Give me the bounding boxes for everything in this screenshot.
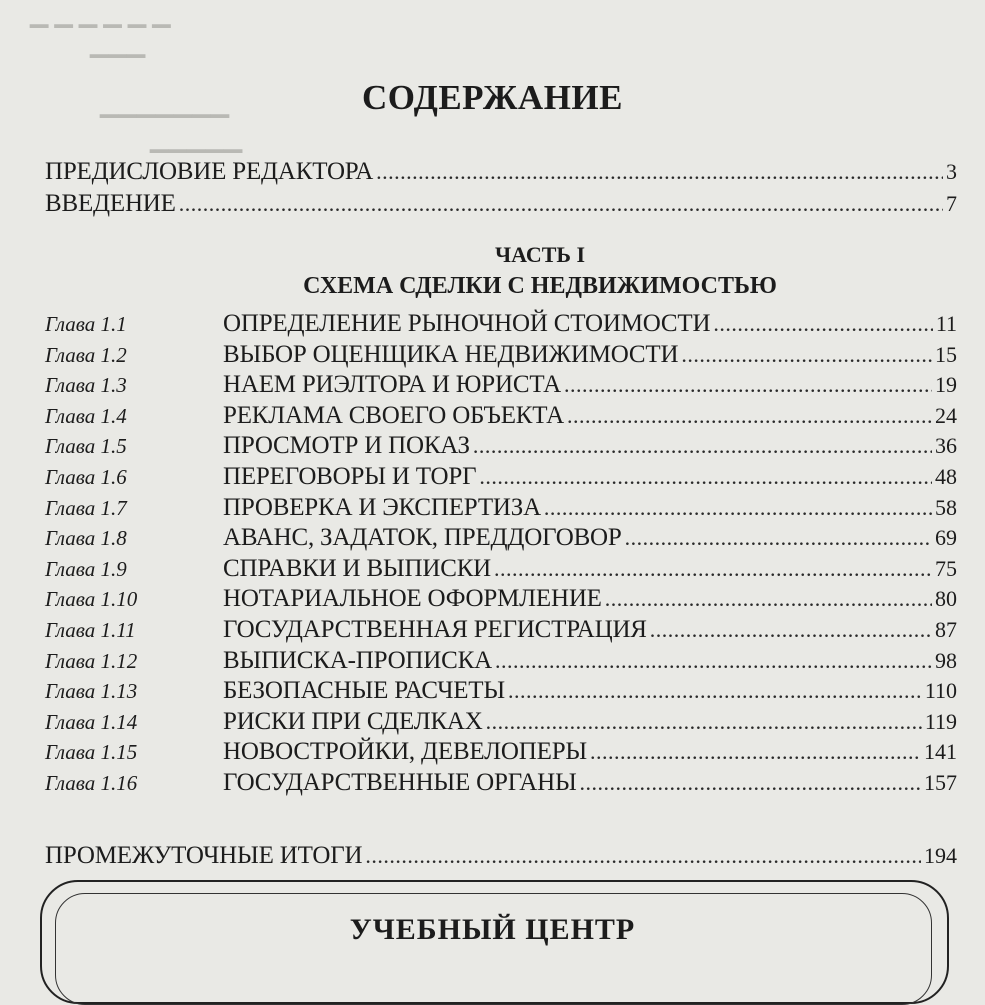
page-title: СОДЕРЖАНИЕ [361,78,623,117]
page-number: 75 [935,555,957,581]
chapter-title: НОТАРИАЛЬНОЕ ОФОРМЛЕНИЕ [223,585,602,613]
dot-leader [580,770,921,796]
chapter-number: Глава 1.9 [45,556,127,581]
toc-page: ▁ ▁ ▁ ▁ ▁ ▁ ▁▁▁ ▁▁▁▁▁▁▁ ▁▁▁▁▁ СОДЕРЖАНИЕ ПРЕДИСЛОВИЕ РЕДАКТОРА ..... 3 ВВЕДЕНИЕ ..... 7 ЧАСТЬ I СХЕМА СДЕЛКИ С НЕДВИЖИМОСТЬЮ Глава 1.1 ОПРЕДЕЛЕНИЕ РЫНОЧНОЙ СТОИМОСТИ ..... 11 Глава 1.2 ВЫБОР ОЦЕНЩИКА НЕДВИЖИМОСТИ ..... 15 Глава 1.3 НАЕМ РИЭЛТОРА И ЮРИСТА ..... 19 Глава 1.4 РЕКЛАМА СВОЕГО ОБЪЕКТА ..... 24 Глава 1.5 ПРОСМОТР И ПОКАЗ ..... 36 Глава 1.6 ПЕРЕГОВОРЫ И ТОРГ ..... 48 Глава 1.7 ПРОВЕРКА И ЭКСПЕРТИЗА ..... 58 Глава 1.8 АВАНС, ЗАДАТОК, ПРЕДДОГОВОР ..... 69 Глава 1.9 СПРАВКИ И ВЫПИСКИ ..... 75 Глава 1.10 НОТАРИАЛЬНОЕ ОФОРМЛЕНИЕ ..... 80 Глава 1.11 ГОСУДАРСТВЕННАЯ РЕГИСТРАЦИЯ ..... 87 Глава 1.12 ВЫПИСКА-ПРОПИСКА ..... 98 Глава 1.13 БЕЗОПАСНЫЕ РАСЧЕТЫ ..... 110 Глава 1.14 РИСКИ ПРИ СДЕЛКАХ ..... 119 Глава 1.15 НОВОСТРОЙКИ, ДЕВЕЛОПЕРЫ ..... 141 Глава 1.16 ГОСУДАРСТВЕННЫЕ ОРГАНЫ ..... 157 ПРОМЕЖУТОЧНЫЕ ИТОГИ ..... 194 УЧЕБНЫЙ ЦЕНТР [0,0,985,933]
page-number: 80 [935,586,957,612]
toc-entry-interim[interactable] [45,842,957,872]
chapter-number: Глава 1.16 [45,771,138,795]
toc-entry-preface[interactable] [45,158,957,188]
chapter-number: Глава 1.7 [45,495,127,520]
page-number: 11 [935,311,957,336]
chapter-number: Глава 1.1 [45,312,127,336]
dot-leader [479,464,932,490]
chapter-title: РИСКИ ПРИ СДЕЛКАХ [223,707,483,735]
chapter-number: Глава 1.14 [45,709,138,734]
toc-chapter-row[interactable] [45,432,957,462]
entry-label: ПРОМЕЖУТОЧНЫЕ ИТОГИ [45,842,363,869]
chapter-title: ГОСУДАРСТВЕННАЯ РЕГИСТРАЦИЯ [223,616,647,643]
part-heading: ЧАСТЬ I [494,242,586,267]
toc-chapter-row[interactable] [45,769,957,799]
chapter-number: Глава 1.6 [45,465,127,489]
toc-chapter-row[interactable] [45,310,957,340]
page-number: 69 [935,525,957,551]
toc-chapter-row[interactable] [45,677,957,707]
toc-entry-introduction[interactable] [45,190,957,220]
chapter-number: Глава 1.5 [45,434,127,459]
chapter-number: Глава 1.4 [45,403,127,428]
dot-leader [564,372,932,398]
dot-leader [713,311,933,337]
toc-chapter-row[interactable] [45,341,957,371]
chapter-number: Глава 1.10 [45,587,138,612]
page-number: 24 [935,402,957,428]
toc-chapter-row[interactable] [45,585,957,615]
toc-chapter-row[interactable] [45,738,957,768]
chapter-title: НОВОСТРОЙКИ, ДЕВЕЛОПЕРЫ [223,738,588,766]
dot-leader [544,495,932,521]
chapter-title: ПРОВЕРКА И ЭКСПЕРТИЗА [223,493,541,521]
dot-leader [508,678,922,704]
entry-label: ПРЕДИСЛОВИЕ РЕДАКТОРА [45,158,374,185]
dot-leader [495,648,932,674]
chapter-title: ГОСУДАРСТВЕННЫЕ ОРГАНЫ [223,769,577,796]
chapter-title: ВЫБОР ОЦЕНЩИКА НЕДВИЖИМОСТИ [223,340,679,368]
chapter-title: РЕКЛАМА СВОЕГО ОБЪЕКТА [223,401,564,429]
page-number: 194 [924,843,957,868]
dot-leader [681,342,932,368]
box-title: УЧЕБНЫЙ ЦЕНТР [349,913,636,946]
page-number: 36 [935,433,957,459]
chapter-number: Глава 1.13 [45,679,138,704]
dot-leader [486,709,922,735]
page-number: 15 [935,341,957,367]
chapter-title: ВЫПИСКА-ПРОПИСКА [223,646,492,674]
toc-chapter-row[interactable] [45,616,957,646]
chapter-title: БЕЗОПАСНЫЕ РАСЧЕТЫ [223,677,505,705]
chapter-title: ПРОСМОТР И ПОКАЗ [223,432,470,460]
dot-leader [473,433,932,459]
chapter-number: Глава 1.15 [45,740,138,765]
entry-label: ВВЕДЕНИЕ [45,190,176,217]
dot-leader [494,556,932,582]
dot-leader [625,525,932,551]
chapter-number: Глава 1.2 [45,342,127,367]
page-number: 98 [935,647,957,673]
chapter-number: Глава 1.8 [45,526,127,551]
toc-chapter-row[interactable] [45,524,957,554]
chapter-title: АВАНС, ЗАДАТОК, ПРЕДДОГОВОР [223,524,622,552]
dot-leader [590,739,921,765]
page-number: 19 [935,372,957,398]
page-number: 58 [935,494,957,520]
page-number: 110 [924,678,957,704]
toc-chapter-row[interactable] [45,494,957,524]
decorative-frame-inner [55,893,932,1005]
page-number: 157 [924,770,957,795]
page-number: 119 [924,708,957,734]
dot-leader [567,403,932,429]
dot-leader [179,191,943,217]
toc-chapter-row[interactable] [45,708,957,738]
chapter-title: НАЕМ РИЭЛТОРА И ЮРИСТА [223,371,562,399]
toc-chapter-row[interactable] [45,647,957,677]
page-number: 141 [924,739,957,765]
toc-chapter-row[interactable] [45,463,957,493]
page-number: 48 [935,464,957,489]
toc-chapter-row[interactable] [45,555,957,585]
dot-leader [650,617,932,643]
toc-chapter-row[interactable] [45,371,957,401]
dot-leader [376,159,943,185]
chapter-number: Глава 1.3 [45,373,127,398]
page-number: 87 [935,617,957,642]
chapter-title: ПЕРЕГОВОРЫ И ТОРГ [223,463,477,490]
chapter-title: СПРАВКИ И ВЫПИСКИ [223,554,492,582]
page-number: 7 [946,191,957,216]
page-number: 3 [946,159,957,184]
chapter-title: ОПРЕДЕЛЕНИЕ РЫНОЧНОЙ СТОИМОСТИ [223,310,711,337]
chapter-number: Глава 1.12 [45,648,138,673]
dot-leader [605,586,932,612]
dot-leader [365,843,921,869]
part-subtitle: СХЕМА СДЕЛКИ С НЕДВИЖИМОСТЬЮ [303,273,777,299]
chapter-number: Глава 1.11 [45,618,136,642]
toc-chapter-row[interactable] [45,402,957,432]
